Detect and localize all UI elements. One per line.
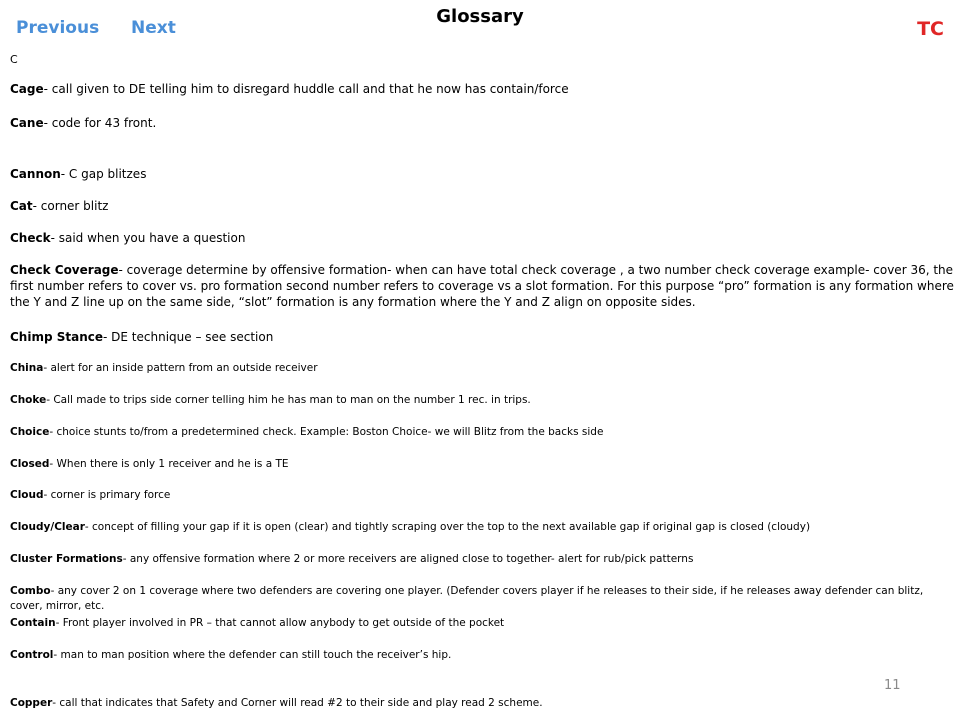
entry-term: Cannon [10,167,61,181]
entry-term: Check [10,231,51,245]
entry-definition: - call that indicates that Safety and Corner will read #2 to their side and play read 2 scheme. [52,697,543,709]
entry-definition: - DE technique – see section [103,330,274,344]
entry-term: Cloudy/Clear [10,521,85,533]
glossary-entry-cloudy-clear [10,520,954,535]
entry-definition: - corner blitz [32,199,109,213]
page-title: Glossary [436,6,524,27]
entry-definition: - code for 43 front. [43,116,157,130]
entry-definition: - concept of filling your gap if it is open (clear) and tightly scraping over the top to the next available gap if original gap is closed (cloudy) [84,521,811,533]
entry-definition: - Call made to trips side corner telling him he has man to man on the number 1 rec. in trips. [46,394,531,406]
glossary-entry-combo [10,584,954,614]
entry-definition: - corner is primary force [43,489,171,501]
glossary-entry-choke [10,393,954,408]
glossary-entry-cage [10,81,954,97]
next-link[interactable]: Next [131,18,176,38]
glossary-entry-contain [10,616,954,631]
entry-definition: - Front player involved in PR – that cannot allow anybody to get outside of the pocket [55,617,505,629]
entry-definition: - any offensive formation where 2 or more receivers are aligned close to together- alert for rub/pick patterns [122,553,694,565]
entry-term: Cage [10,82,44,96]
tc-link[interactable]: TC [917,18,944,40]
entry-term: Contain [10,617,56,629]
glossary-entry-cane [10,115,954,131]
glossary-entry-choice [10,425,954,440]
previous-link[interactable]: Previous [16,18,100,38]
glossary-entry-check [10,230,954,246]
entry-definition: - man to man position where the defender can still touch the receiver’s hip. [53,649,452,661]
glossary-entry-cat [10,198,954,214]
entry-term: Cane [10,116,44,130]
entry-definition: - said when you have a question [50,231,246,245]
entry-term: Closed [10,458,50,470]
entry-term: Cat [10,199,33,213]
entry-definition: - C gap blitzes [60,167,147,181]
glossary-entry-check-coverage [10,262,954,311]
glossary-entry-china [10,361,954,376]
entry-definition: - When there is only 1 receiver and he is a TE [49,458,289,470]
entry-definition: - coverage determine by offensive formation- when can have total check coverage , a two number check coverage example- cover 36, the first number refers to cover vs. pro formation second number refers to coverage vs a slot formation. For this purpose “pro” formation is any formation where the Y and Z line up on the same side, “slot” formation is any formation where the Y and Z align on opposite sides. [10,263,954,310]
glossary-entry-cluster-formations [10,552,954,567]
entry-term: Choke [10,394,47,406]
glossary-entry-cannon [10,166,954,182]
entry-definition: - choice stunts to/from a predetermined check. Example: Boston Choice- we will Blitz from the backs side [49,426,604,438]
entry-term: Choice [10,426,50,438]
glossary-entry-copper [10,696,954,711]
entry-term: Check Coverage [10,263,119,277]
glossary-entry-cloud [10,488,954,503]
page-number: 11 [884,678,901,693]
entry-definition: - alert for an inside pattern from an outside receiver [43,362,318,374]
entry-definition: - call given to DE telling him to disregard huddle call and that he now has contain/force [43,82,569,96]
glossary-entry-chimp-stance [10,329,954,345]
section-letter: C [10,53,18,66]
glossary-entry-closed [10,457,954,472]
entry-term: Cluster Formations [10,553,123,565]
entry-term: Copper [10,697,53,709]
glossary-entry-control [10,648,954,663]
entry-definition: - any cover 2 on 1 coverage where two defenders are covering one player. (Defender covers player if he releases to their side, if he releases away defender can blitz, cover, mirror, etc. [10,585,924,613]
entry-term: Combo [10,585,51,597]
entry-term: Control [10,649,54,661]
entry-term: China [10,362,44,374]
entry-term: Chimp Stance [10,330,104,344]
entry-term: Cloud [10,489,44,501]
